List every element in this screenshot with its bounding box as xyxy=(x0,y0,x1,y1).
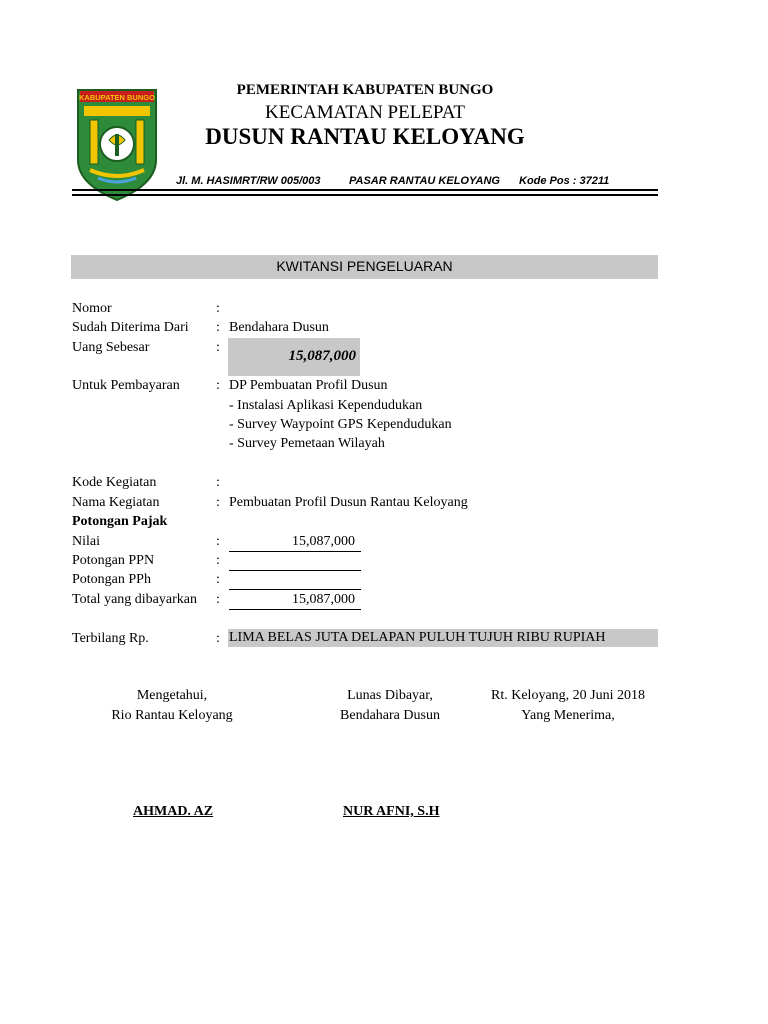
header-government: PEMERINTAH KABUPATEN BUNGO xyxy=(236,82,494,98)
total-underline xyxy=(229,609,361,610)
colon: : xyxy=(216,340,220,355)
header-address: Jl. M. HASIMRT/RW 005/003 xyxy=(176,175,321,187)
colon: : xyxy=(216,495,220,510)
amount-value: 15,087,000 xyxy=(288,348,356,364)
received-from-label: Sudah Diterima Dari xyxy=(72,320,189,335)
colon: : xyxy=(216,631,220,646)
payment-purpose-line: - Survey Waypoint GPS Kependudukan xyxy=(229,417,452,432)
payment-purpose-line: - Survey Pemetaan Wilayah xyxy=(229,436,385,451)
payment-purpose-line: DP Pembuatan Profil Dusun xyxy=(229,378,388,393)
regency-logo xyxy=(76,86,158,202)
header-market: PASAR RANTAU KELOYANG xyxy=(349,175,500,187)
payment-purpose-line: - Instalasi Aplikasi Kependudukan xyxy=(229,398,423,413)
total-label: Total yang dibayarkan xyxy=(72,592,197,607)
header-rule-bottom xyxy=(72,194,658,196)
tax-heading: Potongan Pajak xyxy=(72,514,168,529)
payment-purpose-label: Untuk Pembayaran xyxy=(72,378,180,393)
header-rule-top xyxy=(72,189,658,191)
signature-left-name: AHMAD. AZ xyxy=(133,804,214,819)
activity-name-value: Pembuatan Profil Dusun Rantau Keloyang xyxy=(229,495,468,510)
nilai-value: 15,087,000 xyxy=(292,534,355,549)
document-title: KWITANSI PENGELUARAN xyxy=(276,258,453,274)
colon: : xyxy=(216,534,220,549)
colon: : xyxy=(216,553,220,568)
total-value: 15,087,000 xyxy=(292,592,355,607)
colon: : xyxy=(216,378,220,393)
ppn-underline xyxy=(229,570,361,571)
signature-middle-line1: Lunas Dibayar, xyxy=(347,688,433,703)
signature-middle-line2: Bendahara Dusun xyxy=(340,708,440,723)
ppn-label: Potongan PPN xyxy=(72,553,155,568)
terbilang-value: LIMA BELAS JUTA DELAPAN PULUH TUJUH RIBU RUPIAH xyxy=(229,630,606,645)
regency-emblem-icon xyxy=(76,86,158,202)
terbilang-label: Terbilang Rp. xyxy=(72,631,149,646)
signature-left-line1: Mengetahui, xyxy=(136,688,208,703)
pph-underline xyxy=(229,589,361,590)
header-postal-code: Kode Pos : 37211 xyxy=(519,175,610,187)
activity-code-label: Kode Kegiatan xyxy=(72,475,157,490)
nilai-label: Nilai xyxy=(72,534,100,549)
logo-caption: KABUPATEN BUNGO xyxy=(79,93,155,102)
header-district: KECAMATAN PELEPAT xyxy=(265,102,465,123)
signature-middle-name: NUR AFNI, S.H xyxy=(343,804,440,819)
activity-name-label: Nama Kegiatan xyxy=(72,495,160,510)
nomor-label: Nomor xyxy=(72,301,112,316)
colon: : xyxy=(216,592,220,607)
signature-right-line2: Yang Menerima, xyxy=(521,708,615,723)
amount-label: Uang Sebesar xyxy=(72,340,150,355)
header-village: DUSUN RANTAU KELOYANG xyxy=(205,124,525,149)
colon: : xyxy=(216,320,220,335)
pph-label: Potongan PPh xyxy=(72,572,151,587)
signature-left-line2: Rio Rantau Keloyang xyxy=(111,708,233,723)
nilai-underline xyxy=(229,551,361,552)
signature-right-line1: Rt. Keloyang, 20 Juni 2018 xyxy=(491,688,645,703)
colon: : xyxy=(216,301,220,316)
colon: : xyxy=(216,475,220,490)
received-from-value: Bendahara Dusun xyxy=(229,320,329,335)
colon: : xyxy=(216,572,220,587)
